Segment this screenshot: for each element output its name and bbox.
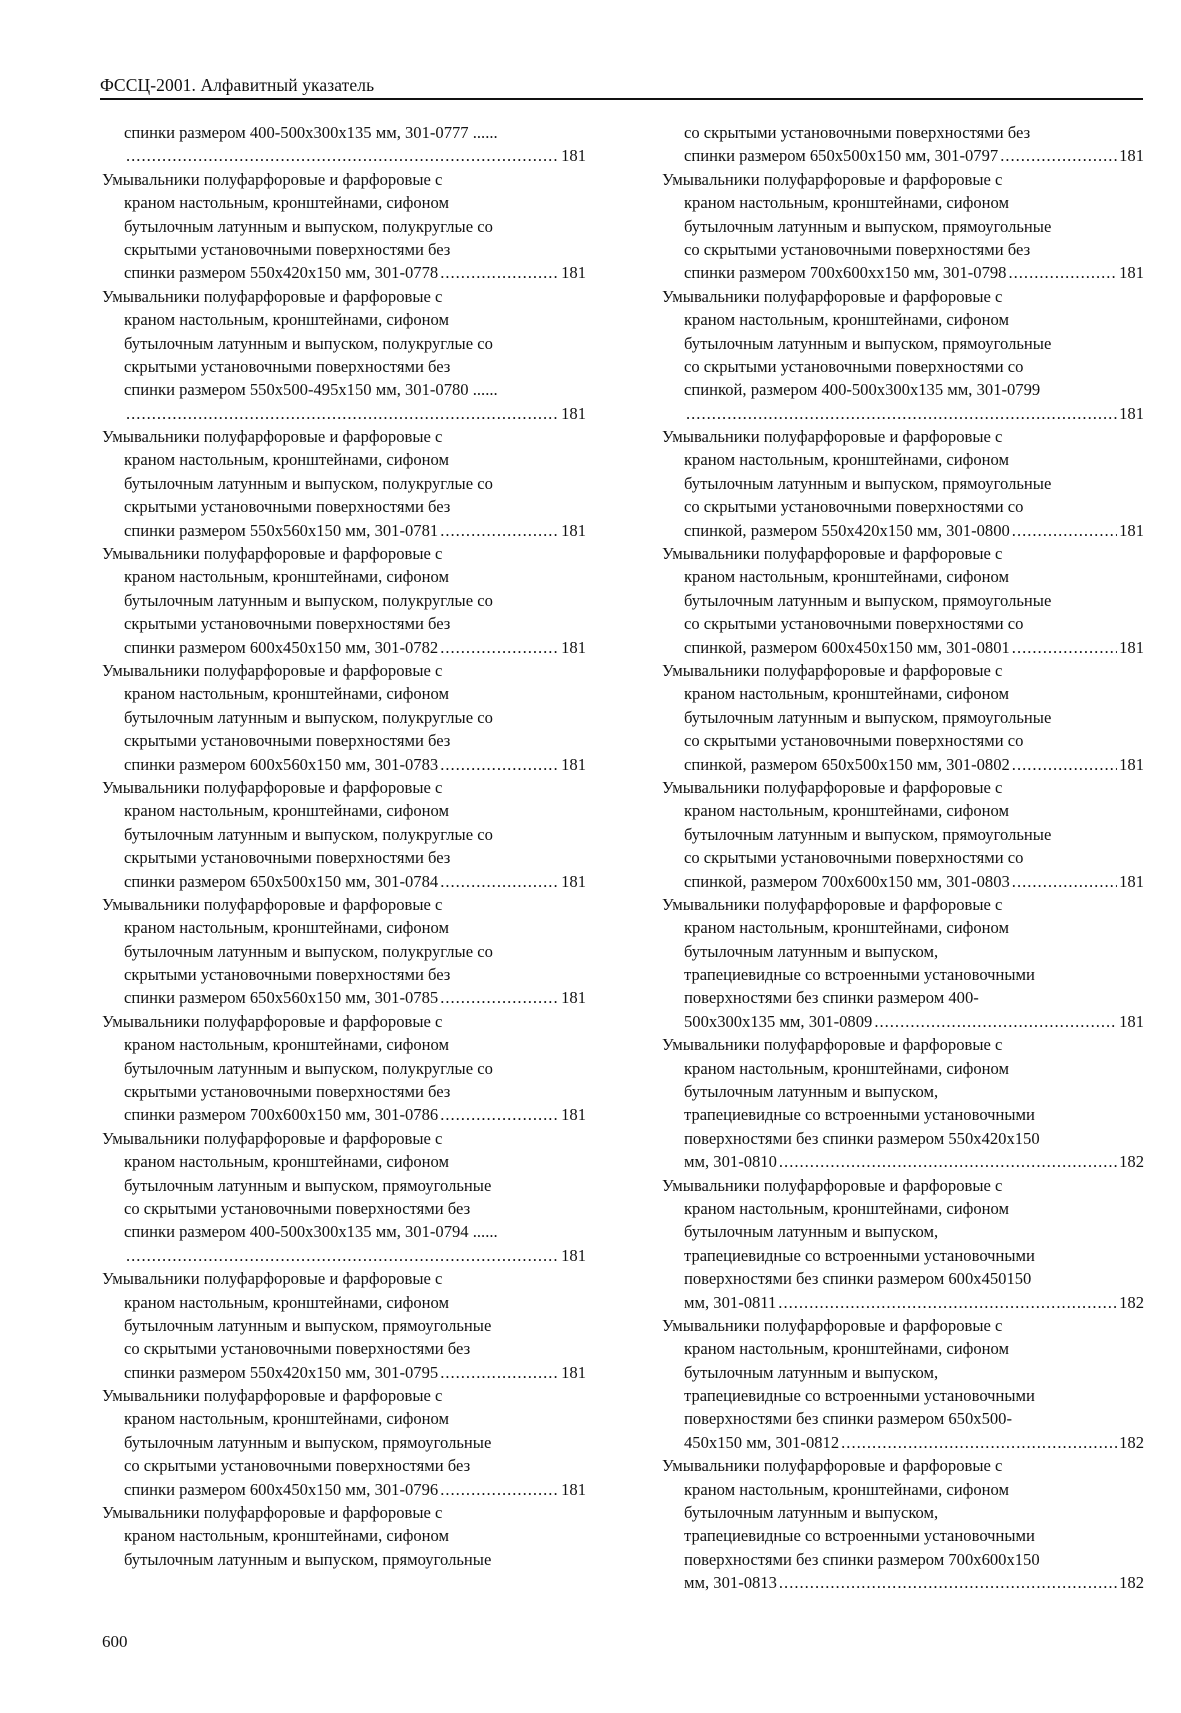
page-ref: 181	[561, 1105, 586, 1125]
entry-line: Умывальники полуфарфоровые и фарфоровые с	[102, 169, 443, 189]
entry-line: трапециевидные со встроенными установочными	[684, 1386, 1035, 1406]
leader-line	[102, 753, 586, 776]
entry-line: Умывальники полуфарфоровые и фарфоровые с	[662, 544, 1003, 564]
entry-line: бутылочным латунным и выпуском, полукруглые со	[124, 473, 493, 493]
entry-line: спинкой, размером 400-500х300х135 мм, 301-0799	[684, 380, 1041, 400]
leader-line	[102, 1103, 586, 1126]
dot-leader	[1012, 870, 1117, 893]
index-entry	[102, 1501, 586, 1571]
entry-line: краном настольным, кронштейнами, сифоном	[124, 801, 450, 821]
entry-line: краном настольным, кронштейнами, сифоном	[124, 450, 450, 470]
entry-line: скрытыми установочными поверхностями без	[124, 356, 451, 376]
entry-line: Умывальники полуфарфоровые и фарфоровые с	[102, 427, 443, 447]
entry-line: Умывальники полуфарфоровые и фарфоровые с	[102, 1386, 443, 1406]
index-entry	[102, 121, 586, 168]
leader-line	[102, 261, 586, 284]
entry-line: бутылочным латунным и выпуском,	[684, 1362, 939, 1382]
entry-line: спинки размером 400-500х300х135 мм, 301-0777 ......	[124, 123, 498, 142]
entry-line: краном настольным, кронштейнами, сифоном	[684, 1058, 1010, 1078]
page-ref: 181	[561, 1362, 586, 1382]
dot-leader	[440, 636, 559, 659]
entry-text: спинки размером 550х420х150 мм, 301-0778	[124, 263, 439, 283]
entry-line: Умывальники полуфарфоровые и фарфоровые с	[662, 894, 1003, 914]
entry-line: спинки размером 400-500х300х135 мм, 301-0794 ......	[124, 1222, 498, 1242]
entry-line: скрытыми установочными поверхностями без	[124, 965, 451, 985]
entry-line: скрытыми установочными поверхностями без	[124, 614, 451, 634]
entry-text: мм, 301-0813	[684, 1573, 777, 1593]
entry-line: поверхностями без спинки размером 400-	[684, 988, 979, 1008]
entry-line: Умывальники полуфарфоровые и фарфоровые с	[102, 777, 443, 797]
entry-line: поверхностями без спинки размером 550х420х150	[684, 1128, 1040, 1148]
index-entry	[662, 425, 1144, 542]
entry-line: Умывальники полуфарфоровые и фарфоровые с	[102, 286, 443, 306]
header-title: ФССЦ-2001. Алфавитный указатель	[100, 75, 375, 95]
leader-line	[102, 1361, 586, 1384]
entry-line: бутылочным латунным и выпуском, прямоугольные	[124, 1549, 492, 1569]
dot-leader	[440, 261, 559, 284]
dot-leader	[779, 1150, 1117, 1173]
entry-line: краном настольным, кронштейнами, сифоном	[124, 684, 450, 704]
dot-leader	[440, 753, 559, 776]
dot-leader	[440, 1478, 559, 1501]
index-entry	[662, 776, 1144, 893]
entry-line: краном настольным, кронштейнами, сифоном	[124, 567, 450, 587]
leader-line	[662, 261, 1144, 284]
entry-line: трапециевидные со встроенными установочными	[684, 1526, 1035, 1546]
entry-line: Умывальники полуфарфоровые и фарфоровые с	[662, 1456, 1003, 1476]
entry-line: поверхностями без спинки размером 600х450150	[684, 1269, 1032, 1289]
left-column	[102, 121, 586, 1571]
index-entry	[102, 425, 586, 542]
entry-text: спинки размером 700х600хх150 мм, 301-0798	[684, 263, 1007, 283]
index-entry	[662, 659, 1144, 776]
dot-leader	[1012, 636, 1117, 659]
entry-line: поверхностями без спинки размером 650х500-	[684, 1409, 1012, 1429]
right-column	[662, 121, 1144, 1595]
page-ref: 181	[561, 871, 586, 891]
leader-line	[102, 1244, 586, 1267]
entry-text: спинкой, размером 600х450х150 мм, 301-0801	[684, 637, 1010, 657]
entry-line: краном настольным, кронштейнами, сифоном	[684, 450, 1010, 470]
entry-line: краном настольным, кронштейнами, сифоном	[124, 1409, 450, 1429]
entry-line: Умывальники полуфарфоровые и фарфоровые с	[102, 1128, 443, 1148]
entry-line: бутылочным латунным и выпуском, прямоугольные	[124, 1315, 492, 1335]
entry-line: со скрытыми установочными поверхностями со	[684, 356, 1024, 376]
entry-line: краном настольным, кронштейнами, сифоном	[124, 193, 450, 213]
index-entry	[102, 168, 586, 285]
leader-line	[102, 144, 586, 167]
entry-text: спинки размером 650х500х150 мм, 301-0784	[124, 871, 439, 891]
entry-line: со скрытыми установочными поверхностями со	[684, 497, 1024, 517]
dot-leader	[440, 1103, 559, 1126]
entry-line: со скрытыми установочными поверхностями без	[684, 239, 1031, 259]
entry-line: спинки размером 550х500-495х150 мм, 301-0780 ......	[124, 380, 498, 400]
dot-leader	[1008, 261, 1117, 284]
entry-line: бутылочным латунным и выпуском,	[684, 1222, 939, 1242]
leader-line	[662, 402, 1144, 425]
dot-leader	[1012, 519, 1117, 542]
index-entry	[662, 893, 1144, 1033]
entry-line: бутылочным латунным и выпуском,	[684, 1503, 939, 1523]
index-entry	[662, 1033, 1144, 1173]
page-ref: 181	[1119, 637, 1144, 657]
entry-line: со скрытыми установочными поверхностями со	[684, 731, 1024, 751]
page-ref: 181	[1119, 871, 1144, 891]
entry-line: бутылочным латунным и выпуском,	[684, 1082, 939, 1102]
entry-line: бутылочным латунным и выпуском, полукруглые со	[124, 824, 493, 844]
index-entry	[102, 1010, 586, 1127]
entry-line: бутылочным латунным и выпуском, прямоугольные	[124, 1175, 492, 1195]
leader-line	[662, 870, 1144, 893]
entry-line: краном настольным, кронштейнами, сифоном	[684, 1339, 1010, 1359]
index-entry	[102, 893, 586, 1010]
entry-line: скрытыми установочными поверхностями без	[124, 1082, 451, 1102]
entry-line: Умывальники полуфарфоровые и фарфоровые с	[662, 427, 1003, 447]
leader-line	[662, 1571, 1144, 1594]
entry-line: бутылочным латунным и выпуском, прямоугольные	[684, 824, 1052, 844]
leader-line	[662, 753, 1144, 776]
page-ref: 181	[1119, 754, 1144, 774]
entry-line: бутылочным латунным и выпуском, полукруглые со	[124, 1058, 493, 1078]
entry-line: Умывальники полуфарфоровые и фарфоровые с	[102, 1503, 443, 1523]
entry-line: бутылочным латунным и выпуском, прямоугольные	[684, 216, 1052, 236]
leader-line	[102, 1478, 586, 1501]
entry-line: краном настольным, кронштейнами, сифоном	[124, 310, 450, 330]
page-ref: 181	[1119, 146, 1144, 166]
index-entry	[662, 168, 1144, 285]
entry-line: трапециевидные со встроенными установочными	[684, 1105, 1035, 1125]
leader-line	[102, 986, 586, 1009]
index-entry	[102, 542, 586, 659]
leader-line	[662, 519, 1144, 542]
entry-line: Умывальники полуфарфоровые и фарфоровые с	[102, 544, 443, 564]
entry-line: бутылочным латунным и выпуском,	[684, 941, 939, 961]
entry-line: бутылочным латунным и выпуском, полукруглые со	[124, 216, 493, 236]
dot-leader	[778, 1291, 1117, 1314]
entry-line: со скрытыми установочными поверхностями без	[684, 123, 1031, 142]
entry-line: краном настольным, кронштейнами, сифоном	[124, 918, 450, 938]
entry-text: спинкой, размером 550х420х150 мм, 301-0800	[684, 520, 1010, 540]
entry-line: скрытыми установочными поверхностями без	[124, 239, 451, 259]
entry-line: трапециевидные со встроенными установочными	[684, 1245, 1035, 1265]
entry-line: краном настольным, кронштейнами, сифоном	[684, 1479, 1010, 1499]
dot-leader	[841, 1431, 1117, 1454]
leader-line	[102, 636, 586, 659]
entry-line: краном настольным, кронштейнами, сифоном	[124, 1292, 450, 1312]
page-ref: 181	[1119, 263, 1144, 283]
entry-text: спинки размером 600х450х150 мм, 301-0796	[124, 1479, 439, 1499]
entry-line: скрытыми установочными поверхностями без	[124, 731, 451, 751]
leader-line	[662, 636, 1144, 659]
page-ref: 182	[1119, 1152, 1144, 1172]
page-ref: 181	[561, 1479, 586, 1499]
entry-text: спинки размером 700х600х150 мм, 301-0786	[124, 1105, 439, 1125]
entry-line: со скрытыми установочными поверхностями без	[124, 1198, 471, 1218]
entry-text: спинки размером 650х560х150 мм, 301-0785	[124, 988, 439, 1008]
dot-leader	[779, 1571, 1117, 1594]
entry-line: скрытыми установочными поверхностями без	[124, 848, 451, 868]
entry-line: краном настольным, кронштейнами, сифоном	[684, 1198, 1010, 1218]
dot-leader	[1000, 144, 1117, 167]
page-ref: 181	[1119, 403, 1144, 423]
entry-line: краном настольным, кронштейнами, сифоном	[124, 1526, 450, 1546]
entry-text: спинки размером 600х560х150 мм, 301-0783	[124, 754, 439, 774]
entry-line: трапециевидные со встроенными установочными	[684, 965, 1035, 985]
entry-line: бутылочным латунным и выпуском, полукруглые со	[124, 333, 493, 353]
leader-line	[662, 144, 1144, 167]
entry-text: мм, 301-0810	[684, 1152, 777, 1172]
dot-leader	[440, 519, 559, 542]
index-entry	[102, 1127, 586, 1267]
entry-line: бутылочным латунным и выпуском, прямоугольные	[124, 1432, 492, 1452]
entry-line: Умывальники полуфарфоровые и фарфоровые с	[102, 660, 443, 680]
index-entry	[662, 121, 1144, 168]
page-ref: 182	[1119, 1432, 1144, 1452]
index-entry	[102, 285, 586, 425]
page-ref: 181	[561, 988, 586, 1008]
page-ref: 181	[561, 146, 586, 166]
index-entry	[662, 542, 1144, 659]
entry-line: краном настольным, кронштейнами, сифоном	[684, 918, 1010, 938]
entry-line: скрытыми установочными поверхностями без	[124, 497, 451, 517]
entry-line: со скрытыми установочными поверхностями со	[684, 848, 1024, 868]
entry-text: спинкой, размером 650х500х150 мм, 301-0802	[684, 754, 1010, 774]
entry-line: бутылочным латунным и выпуском, полукруглые со	[124, 707, 493, 727]
dot-leader	[126, 402, 559, 425]
entry-line: Умывальники полуфарфоровые и фарфоровые с	[662, 660, 1003, 680]
entry-line: бутылочным латунным и выпуском, прямоугольные	[684, 590, 1052, 610]
entry-line: краном настольным, кронштейнами, сифоном	[684, 193, 1010, 213]
leader-line	[662, 1291, 1144, 1314]
entry-line: Умывальники полуфарфоровые и фарфоровые с	[662, 777, 1003, 797]
dot-leader	[1012, 753, 1117, 776]
entry-line: Умывальники полуфарфоровые и фарфоровые с	[102, 894, 443, 914]
entry-text: спинкой, размером 700х600х150 мм, 301-0803	[684, 871, 1010, 891]
dot-leader	[440, 986, 559, 1009]
index-entry	[102, 1384, 586, 1501]
leader-line	[662, 1150, 1144, 1173]
entry-line: Умывальники полуфарфоровые и фарфоровые с	[662, 286, 1003, 306]
entry-text: мм, 301-0811	[684, 1292, 777, 1312]
entry-text: 450х150 мм, 301-0812	[684, 1432, 840, 1452]
entry-line: краном настольным, кронштейнами, сифоном	[684, 567, 1010, 587]
entry-text: спинки размером 550х420х150 мм, 301-0795	[124, 1362, 439, 1382]
dot-leader	[440, 870, 559, 893]
page-ref: 181	[561, 263, 586, 283]
index-entry	[662, 1314, 1144, 1454]
entry-line: Умывальники полуфарфоровые и фарфоровые с	[662, 1035, 1003, 1055]
dot-leader	[874, 1010, 1117, 1033]
page-ref: 181	[1119, 1011, 1144, 1031]
page-ref: 182	[1119, 1573, 1144, 1593]
dot-leader	[126, 1244, 559, 1267]
entry-line: со скрытыми установочными поверхностями без	[124, 1339, 471, 1359]
page-ref: 181	[561, 520, 586, 540]
index-entry	[102, 776, 586, 893]
entry-text: спинки размером 650х500х150 мм, 301-0797	[684, 146, 999, 166]
entry-line: краном настольным, кронштейнами, сифоном	[684, 801, 1010, 821]
entry-line: бутылочным латунным и выпуском, полукруглые со	[124, 941, 493, 961]
leader-line	[102, 402, 586, 425]
page-ref: 181	[1119, 520, 1144, 540]
entry-line: краном настольным, кронштейнами, сифоном	[684, 310, 1010, 330]
entry-line: бутылочным латунным и выпуском, прямоугольные	[684, 707, 1052, 727]
entry-text: 500х300х135 мм, 301-0809	[684, 1011, 873, 1031]
index-entry	[662, 1174, 1144, 1314]
index-entry	[662, 285, 1144, 425]
running-header	[100, 72, 1143, 100]
entry-line: краном настольным, кронштейнами, сифоном	[124, 1035, 450, 1055]
entry-line: бутылочным латунным и выпуском, прямоугольные	[684, 333, 1052, 353]
entry-line: поверхностями без спинки размером 700х600х150	[684, 1549, 1040, 1569]
dot-leader	[440, 1361, 559, 1384]
page-ref: 181	[561, 637, 586, 657]
index-entry	[102, 659, 586, 776]
entry-line: со скрытыми установочными поверхностями без	[124, 1456, 471, 1476]
entry-line: Умывальники полуфарфоровые и фарфоровые с	[102, 1269, 443, 1289]
entry-text: спинки размером 550х560х150 мм, 301-0781	[124, 520, 439, 540]
entry-text: спинки размером 600х450х150 мм, 301-0782	[124, 637, 439, 657]
leader-line	[662, 1010, 1144, 1033]
entry-line: Умывальники полуфарфоровые и фарфоровые с	[662, 169, 1003, 189]
leader-line	[102, 870, 586, 893]
entry-line: бутылочным латунным и выпуском, полукруглые со	[124, 590, 493, 610]
page-ref: 182	[1119, 1292, 1144, 1312]
leader-line	[102, 519, 586, 542]
entry-line: бутылочным латунным и выпуском, прямоугольные	[684, 473, 1052, 493]
entry-line: Умывальники полуфарфоровые и фарфоровые с	[102, 1011, 443, 1031]
entry-line: Умывальники полуфарфоровые и фарфоровые с	[662, 1315, 1003, 1335]
leader-line	[662, 1431, 1144, 1454]
entry-line: со скрытыми установочными поверхностями со	[684, 614, 1024, 634]
entry-line: Умывальники полуфарфоровые и фарфоровые с	[662, 1175, 1003, 1195]
page-number: 600	[102, 1632, 128, 1651]
entry-line: краном настольным, кронштейнами, сифоном	[124, 1152, 450, 1172]
page-ref: 181	[561, 403, 586, 423]
index-entry	[662, 1454, 1144, 1594]
dot-leader	[126, 144, 559, 167]
dot-leader	[686, 402, 1117, 425]
page-ref: 181	[561, 1245, 586, 1265]
page-ref: 181	[561, 754, 586, 774]
index-entry	[102, 1267, 586, 1384]
entry-line: краном настольным, кронштейнами, сифоном	[684, 684, 1010, 704]
